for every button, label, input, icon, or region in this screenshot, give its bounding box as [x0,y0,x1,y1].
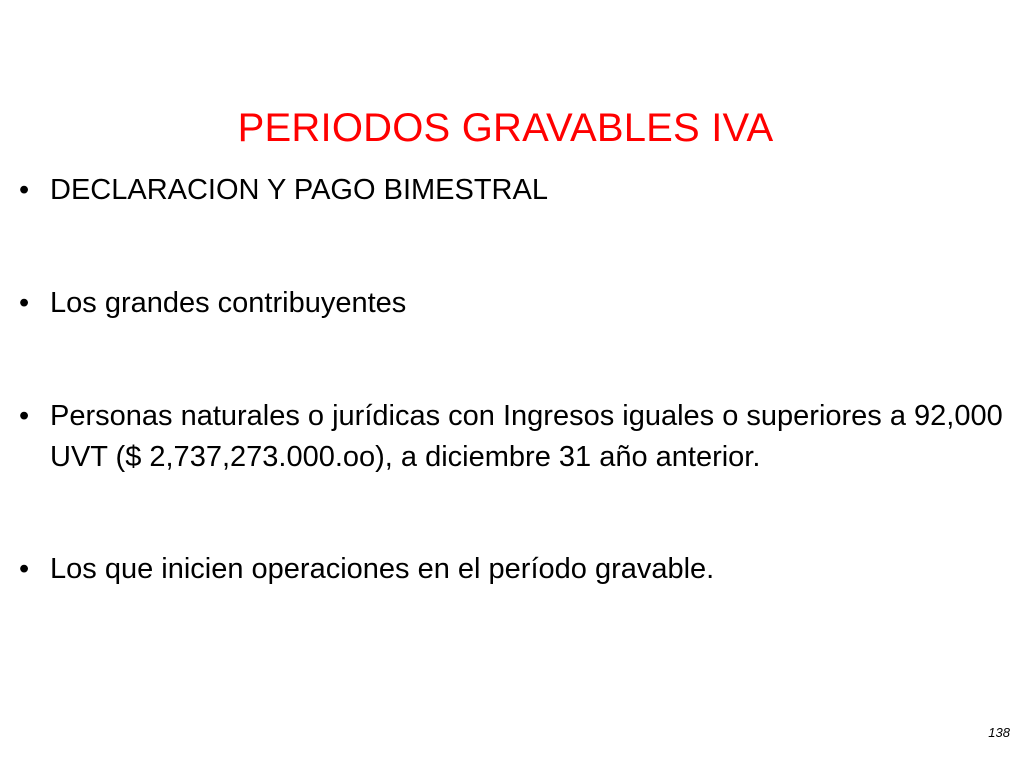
bullet-point-icon: • [19,400,30,432]
page-number: 138 [988,725,1010,740]
bullet-text: Los que inicien operaciones en el período gravable. [50,553,715,585]
slide-title: PERIODOS GRAVABLES IVA [237,106,774,150]
bullet-item-grandes-contribuyentes [17,283,1007,324]
bullet-text: Personas naturales o jurídicas con Ingresos iguales o superiores a 92,000 UVT ($ 2,737,273.000.oo), a diciembre 31 año anterior. [50,400,1003,473]
bullet-item-inicien-operaciones [17,549,1007,590]
bullet-point-icon: • [19,174,30,206]
bullet-item-personas-naturales [17,396,1007,478]
bullet-text: Los grandes contribuyentes [50,287,407,319]
bullet-item-declaracion [17,170,1007,211]
bullet-text: DECLARACION Y PAGO BIMESTRAL [50,174,548,206]
bullet-list [17,170,1007,662]
bullet-point-icon: • [19,287,30,319]
bullet-point-icon: • [19,553,30,585]
